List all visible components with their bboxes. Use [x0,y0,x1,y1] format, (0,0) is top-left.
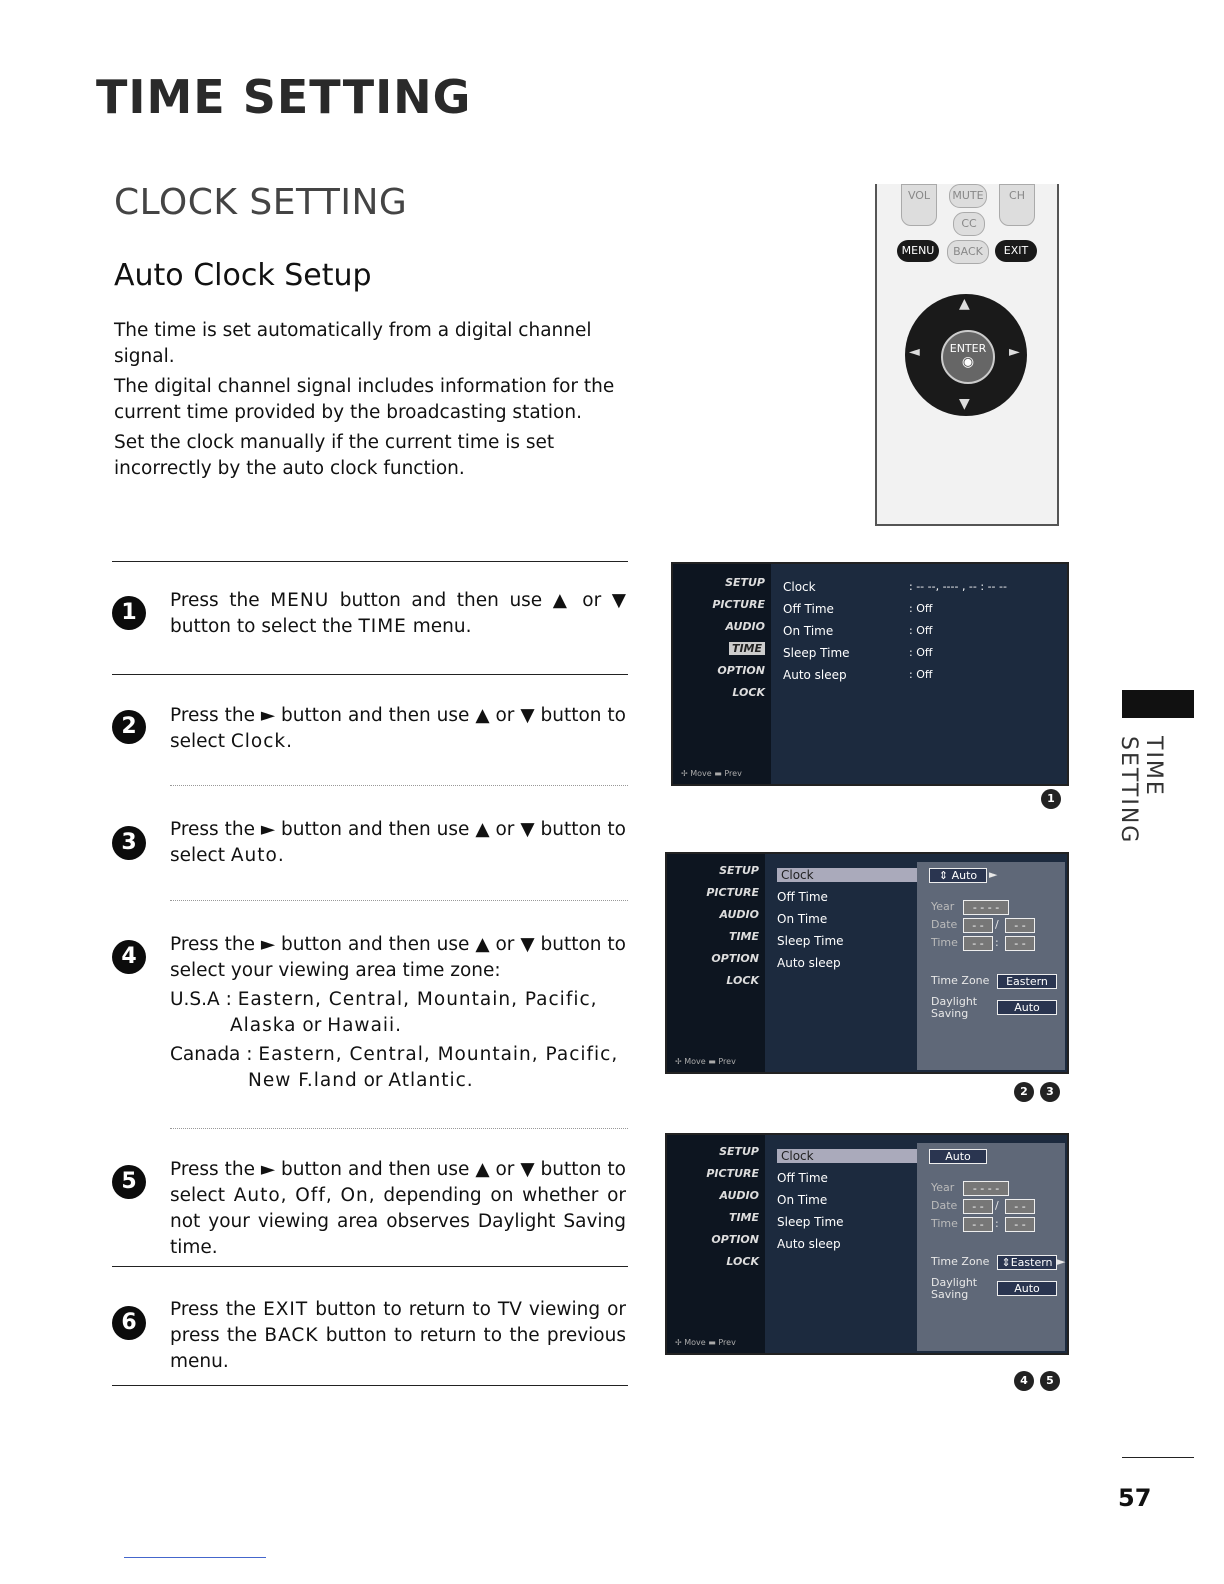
off-time-value: : Off [909,602,933,615]
step-number: 6 [112,1306,146,1340]
section-title: CLOCK SETTING [114,182,408,223]
menu-item-clock: Clock [777,1149,917,1163]
ch-button [999,184,1035,226]
exit-label: EXIT [1003,244,1029,257]
step-6-text [170,1297,626,1375]
rule-2 [170,785,628,786]
text-run: button to return to TV viewing or press the [170,1299,627,1346]
daylight-label [931,1277,977,1301]
nav-move-label: Move [690,769,712,778]
minute-field: - - [1005,936,1035,951]
side-tab-bar [1122,690,1194,718]
intro-line-3: Set the clock manually if the current time is set incorrectly by the auto clock function. [114,432,555,479]
sidebar-item-audio: AUDIO [719,908,759,921]
keyword: Auto [230,845,278,866]
keyword: Off [295,1185,326,1206]
cc-label: CC [961,217,977,230]
timezone-field: ⇕Eastern [997,1255,1057,1270]
timezone-label: Time Zone [931,1255,990,1268]
nav-hint: ✢ Move ▬ Prev [675,1057,736,1066]
year-field: - - - - [963,900,1009,915]
exit-button [995,240,1037,262]
keyword: TIME [358,616,407,637]
sidebar-item-time: TIME [728,930,759,943]
rule-5 [112,1266,628,1267]
time-label: Time [931,1217,958,1230]
text-run: or [357,1070,389,1091]
menu-item-clock: Clock [777,868,917,882]
step-1-text [170,588,626,640]
saving-text: Saving [931,1007,969,1020]
step-number: 3 [112,826,146,860]
menu-label: MENU [901,244,935,257]
page-number: 57 [1118,1484,1152,1512]
text-run: Press the ► button and then use ▲ or ▼ button to select [170,1159,626,1206]
keyword: Eastern, Central, Mountain, Pacific, [258,1044,619,1065]
footer-line [124,1557,266,1558]
year-label: Year [931,1181,955,1194]
step-number: 5 [112,1165,146,1199]
keyword: Clock [230,731,287,752]
keyword: Eastern, Central, Mountain, Pacific, [237,989,598,1010]
keyword: Atlantic. [388,1070,474,1091]
keyword: EXIT [263,1299,309,1320]
text-run: Press the [170,1299,264,1320]
dpad [905,294,1027,416]
day-field: - - [1005,1199,1035,1214]
menu-item-on-time: On Time [777,1193,828,1207]
sidebar-item-picture: PICTURE [712,598,765,611]
screen-ref-number: 3 [1040,1082,1060,1102]
sidebar-item-time: TIME [729,642,765,655]
timezone-value: Eastern [1010,1256,1053,1269]
sidebar-item-audio: AUDIO [719,1189,759,1202]
colon-label: : [995,936,999,949]
tv-screen-2 [665,852,1069,1074]
sidebar-item-lock: LOCK [726,1255,759,1268]
menu-item-auto-sleep: Auto sleep [777,956,841,970]
text-run: Press the ► button and then use ▲ or ▼ button to select [170,819,626,866]
step-4-text [170,932,626,1094]
auto-field: Auto [929,1149,987,1164]
right-arrow-icon: ► [989,868,998,881]
menu-sidebar [673,564,771,784]
month-field: - - [963,1199,993,1214]
sidebar-item-setup: SETUP [725,576,765,589]
back-label: BACK [953,245,983,258]
sidebar-item-setup: SETUP [719,1145,759,1158]
daylight-label [931,996,977,1020]
menu-item-off-time: Off Time [783,602,834,616]
nav-prev-label: Prev [718,1057,736,1066]
text-run: , [325,1185,341,1206]
keyword: Alaska [230,1015,297,1036]
sidebar-item-setup: SETUP [719,864,759,877]
intro-text [114,318,626,482]
step-number: 2 [112,710,146,744]
ch-label: CH [1009,189,1025,202]
clock-value: : -- --, ---- , -- : -- -- [909,580,1007,593]
canada-zones-2 [170,1068,626,1094]
nav-prev-label: Prev [724,769,742,778]
enter-dot-icon: ◉ [961,354,975,370]
menu-item-sleep-time: Sleep Time [783,646,850,660]
auto-sleep-value: : Off [909,668,933,681]
page-title: TIME SETTING [96,70,472,124]
usa-zones [170,987,626,1013]
timezone-label: Time Zone [931,974,990,987]
menu-item-auto-sleep: Auto sleep [783,668,847,682]
menu-item-sleep-time: Sleep Time [777,1215,844,1229]
text-run: button to return to the previous menu. [170,1325,626,1372]
keyword: MENU [270,590,330,611]
screen-ref-number: 2 [1014,1082,1034,1102]
menu-button [897,240,939,262]
page-number-rule [1122,1457,1194,1458]
slash-label: / [995,918,999,931]
screen-ref-number: 4 [1014,1371,1034,1391]
right-arrow-icon: ► [1009,344,1020,360]
side-tab-label [1116,736,1166,886]
menu-item-on-time: On Time [783,624,834,638]
colon-label: : [995,1217,999,1230]
step-5-text [170,1157,626,1261]
down-arrow-icon: ▼ [959,396,970,412]
step-number: 1 [112,596,146,630]
slash-label: / [995,1199,999,1212]
usa-zones-2 [170,1013,626,1039]
month-field: - - [963,918,993,933]
nav-move-label: Move [684,1338,706,1347]
daylight-field: Auto [997,1281,1057,1296]
text-run: , depending on whether or not your viewing area observes Daylight Saving time. [170,1185,627,1258]
side-tab-text: TIME SETTING [1116,736,1166,845]
sidebar-item-option: OPTION [717,664,765,677]
date-label: Date [931,1199,958,1212]
menu-item-on-time: On Time [777,912,828,926]
menu-item-off-time: Off Time [777,890,828,904]
rule-top [112,561,628,562]
rule-3 [170,900,628,901]
on-time-value: : Off [909,624,933,637]
sidebar-item-option: OPTION [711,1233,759,1246]
text-run: or [296,1015,328,1036]
sidebar-item-time: TIME [728,1211,759,1224]
text-run: . [277,845,284,866]
up-arrow-icon: ▲ [959,296,970,312]
auto-field: ⇕ Auto [929,868,987,883]
screen-ref-number: 5 [1040,1371,1060,1391]
enter-button [941,330,995,384]
enter-label: ENTER [949,342,987,355]
sidebar-item-lock: LOCK [726,974,759,987]
text-run: , [280,1185,296,1206]
remote-illustration [875,184,1059,526]
cc-button [953,212,985,236]
left-arrow-icon: ◄ [909,344,920,360]
mute-button [949,184,987,208]
subsection-title: Auto Clock Setup [114,258,372,293]
text-run: . [286,731,293,752]
sleep-time-value: : Off [909,646,933,659]
sidebar-item-lock: LOCK [732,686,765,699]
hour-field: - - [963,1217,993,1232]
auto-value: Auto [951,869,978,882]
clock-subpanel [917,862,1065,1070]
step-3-text [170,817,626,869]
rule-bottom [112,1385,628,1386]
nav-move-label: Move [684,1057,706,1066]
daylight-text: Daylight [931,995,978,1008]
saving-text: Saving [931,1288,969,1301]
keyword: Auto [233,1185,281,1206]
step-4-intro: Press the ► button and then use ▲ or ▼ button to select your viewing area time zone: [170,934,626,981]
screen-ref-number: 1 [1041,789,1061,809]
menu-item-clock: Clock [783,580,816,594]
keyword: BACK [264,1325,319,1346]
sidebar-item-option: OPTION [711,952,759,965]
sidebar-item-picture: PICTURE [706,1167,759,1180]
text-run: button and then use ▲ or ▼ button to select the [170,590,626,637]
keyword: On [340,1185,369,1206]
nav-hint: ✢ Move ▬ Prev [675,1338,736,1347]
menu-item-off-time: Off Time [777,1171,828,1185]
rule-4 [170,1128,628,1129]
hour-field: - - [963,936,993,951]
intro-line-1: The time is set automatically from a digital channel signal. [114,320,592,367]
tv-screen-1 [671,562,1069,786]
text-run: menu. [406,616,472,637]
text-run: Press the [170,590,271,611]
right-arrow-icon: ► [1057,1255,1066,1268]
intro-line-2: The digital channel signal includes information for the current time provided by the broadcasting station. [114,376,615,423]
clock-subpanel [917,1143,1065,1351]
keyword: New F.land [248,1070,358,1091]
daylight-text: Daylight [931,1276,978,1289]
day-field: - - [1005,918,1035,933]
nav-prev-label: Prev [718,1338,736,1347]
year-label: Year [931,900,955,913]
year-field: - - - - [963,1181,1009,1196]
date-label: Date [931,918,958,931]
menu-item-sleep-time: Sleep Time [777,934,844,948]
keyword: Hawaii. [327,1015,403,1036]
mute-label: MUTE [952,189,984,202]
vol-button [901,184,937,226]
daylight-field: Auto [997,1000,1057,1015]
minute-field: - - [1005,1217,1035,1232]
text-run: Press the ► button and then use ▲ or ▼ button to select [170,705,626,752]
time-label: Time [931,936,958,949]
menu-sidebar [667,1135,765,1353]
back-button [947,240,989,264]
step-2-text [170,703,626,755]
canada-label: Canada : [170,1044,253,1065]
sidebar-item-picture: PICTURE [706,886,759,899]
tv-screen-3 [665,1133,1069,1355]
usa-label: U.S.A : [170,989,232,1010]
vol-label: VOL [907,189,931,202]
rule-1 [112,674,628,675]
sidebar-item-audio: AUDIO [725,620,765,633]
timezone-field: Eastern [997,974,1057,989]
menu-sidebar [667,854,765,1072]
canada-zones [170,1042,626,1068]
menu-item-auto-sleep: Auto sleep [777,1237,841,1251]
nav-hint: ✢ Move ▬ Prev [681,769,742,778]
step-number: 4 [112,940,146,974]
